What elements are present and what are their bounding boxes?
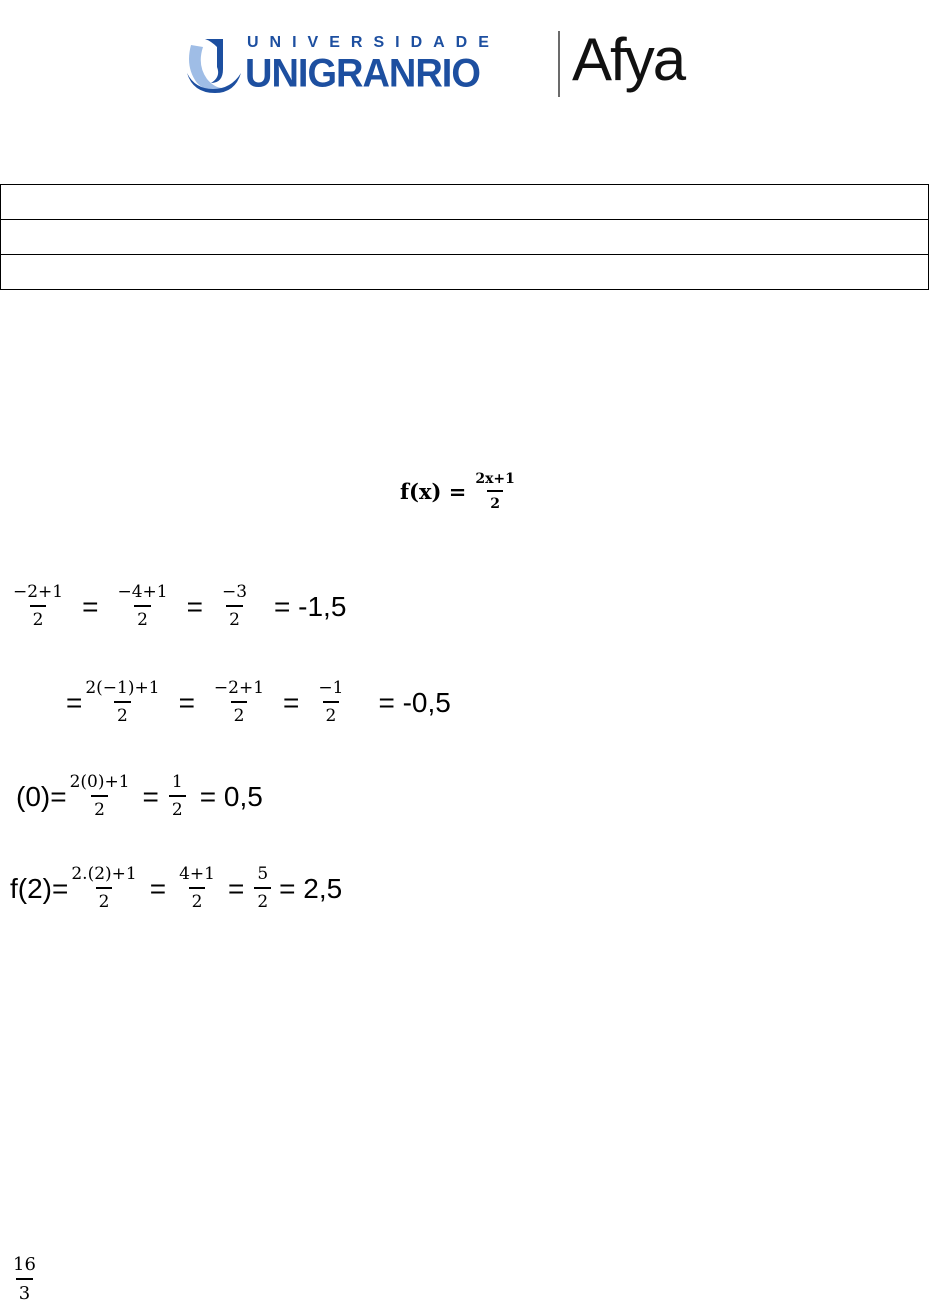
equals-sign: = bbox=[82, 590, 99, 622]
fraction-denominator: 3 bbox=[16, 1278, 33, 1303]
fraction-denominator: 2 bbox=[323, 701, 340, 725]
function-lhs: f(x) = bbox=[400, 479, 467, 504]
eval-result: = -0,5 bbox=[378, 686, 451, 718]
fraction bbox=[10, 584, 66, 629]
logo-divider bbox=[558, 31, 560, 97]
table-row bbox=[1, 255, 929, 290]
fraction-numerator: 2(0)+1 bbox=[69, 772, 130, 792]
fraction-numerator: −4+1 bbox=[117, 582, 168, 602]
afya-logo: Afya bbox=[572, 26, 685, 93]
fraction-denominator: 2 bbox=[231, 701, 248, 725]
fraction-denominator: 2 bbox=[169, 795, 186, 819]
logo-top-text: UNIVERSIDADE bbox=[247, 34, 500, 51]
equals-sign: = bbox=[186, 590, 203, 622]
logo-main-text: UNIGRANRIO bbox=[245, 52, 480, 97]
fraction bbox=[219, 584, 250, 629]
eval-prefix: = bbox=[66, 686, 83, 718]
bottom-fraction bbox=[10, 1256, 39, 1303]
eval-result: = -1,5 bbox=[274, 590, 347, 622]
eval-row-1 bbox=[10, 584, 346, 629]
fraction-denominator: 2 bbox=[189, 887, 206, 911]
table-row bbox=[1, 220, 929, 255]
eval-row-3 bbox=[16, 774, 263, 819]
fraction-numerator: 4+1 bbox=[179, 864, 215, 884]
table-cell bbox=[1, 255, 929, 290]
fraction-denominator: 2 bbox=[487, 490, 503, 511]
info-table bbox=[0, 184, 929, 290]
equals-sign: = bbox=[227, 872, 245, 904]
fraction bbox=[176, 866, 218, 911]
table-cell bbox=[1, 185, 929, 220]
table-row bbox=[1, 185, 929, 220]
fraction-numerator: −2+1 bbox=[213, 678, 265, 698]
fraction-numerator: 5 bbox=[257, 864, 269, 884]
fraction-numerator: −3 bbox=[221, 582, 248, 602]
fraction-denominator: 2 bbox=[226, 605, 243, 629]
fraction bbox=[315, 680, 346, 725]
eval-result: = 0,5 bbox=[199, 780, 263, 812]
fraction-numerator: 1 bbox=[171, 772, 183, 792]
fraction-denominator: 2 bbox=[114, 701, 131, 725]
fraction bbox=[68, 866, 139, 911]
fraction bbox=[169, 774, 186, 819]
fraction bbox=[211, 680, 267, 725]
fraction-numerator: 2x+1 bbox=[475, 471, 515, 487]
eval-prefix: f(2)= bbox=[10, 872, 69, 904]
fraction-denominator: 2 bbox=[134, 605, 151, 629]
table-cell bbox=[1, 220, 929, 255]
function-definition bbox=[400, 472, 518, 511]
fraction-numerator: 2.(2)+1 bbox=[71, 864, 137, 884]
fraction-denominator: 2 bbox=[91, 795, 108, 819]
fraction-numerator: 16 bbox=[13, 1254, 36, 1275]
fraction-denominator: 2 bbox=[96, 887, 113, 911]
eval-prefix: (0)= bbox=[16, 780, 67, 812]
fraction-numerator: −2+1 bbox=[13, 582, 64, 602]
function-fraction bbox=[472, 472, 518, 511]
equals-sign: = bbox=[149, 872, 167, 904]
fraction bbox=[254, 866, 271, 911]
fraction bbox=[82, 680, 162, 725]
unigranrio-logo-mark-icon bbox=[183, 33, 243, 95]
eval-result: = 2,5 bbox=[279, 872, 343, 904]
equals-sign: = bbox=[142, 780, 159, 812]
fraction-numerator: 2(−1)+1 bbox=[85, 678, 160, 698]
eval-row-4 bbox=[10, 866, 342, 911]
fraction-denominator: 2 bbox=[30, 605, 47, 629]
fraction bbox=[114, 584, 170, 629]
eval-row-2 bbox=[66, 680, 451, 725]
fraction-numerator: −1 bbox=[318, 678, 344, 698]
equals-sign: = bbox=[283, 686, 300, 718]
fraction-denominator: 2 bbox=[254, 887, 271, 911]
fraction bbox=[67, 774, 133, 819]
equals-sign: = bbox=[178, 686, 195, 718]
